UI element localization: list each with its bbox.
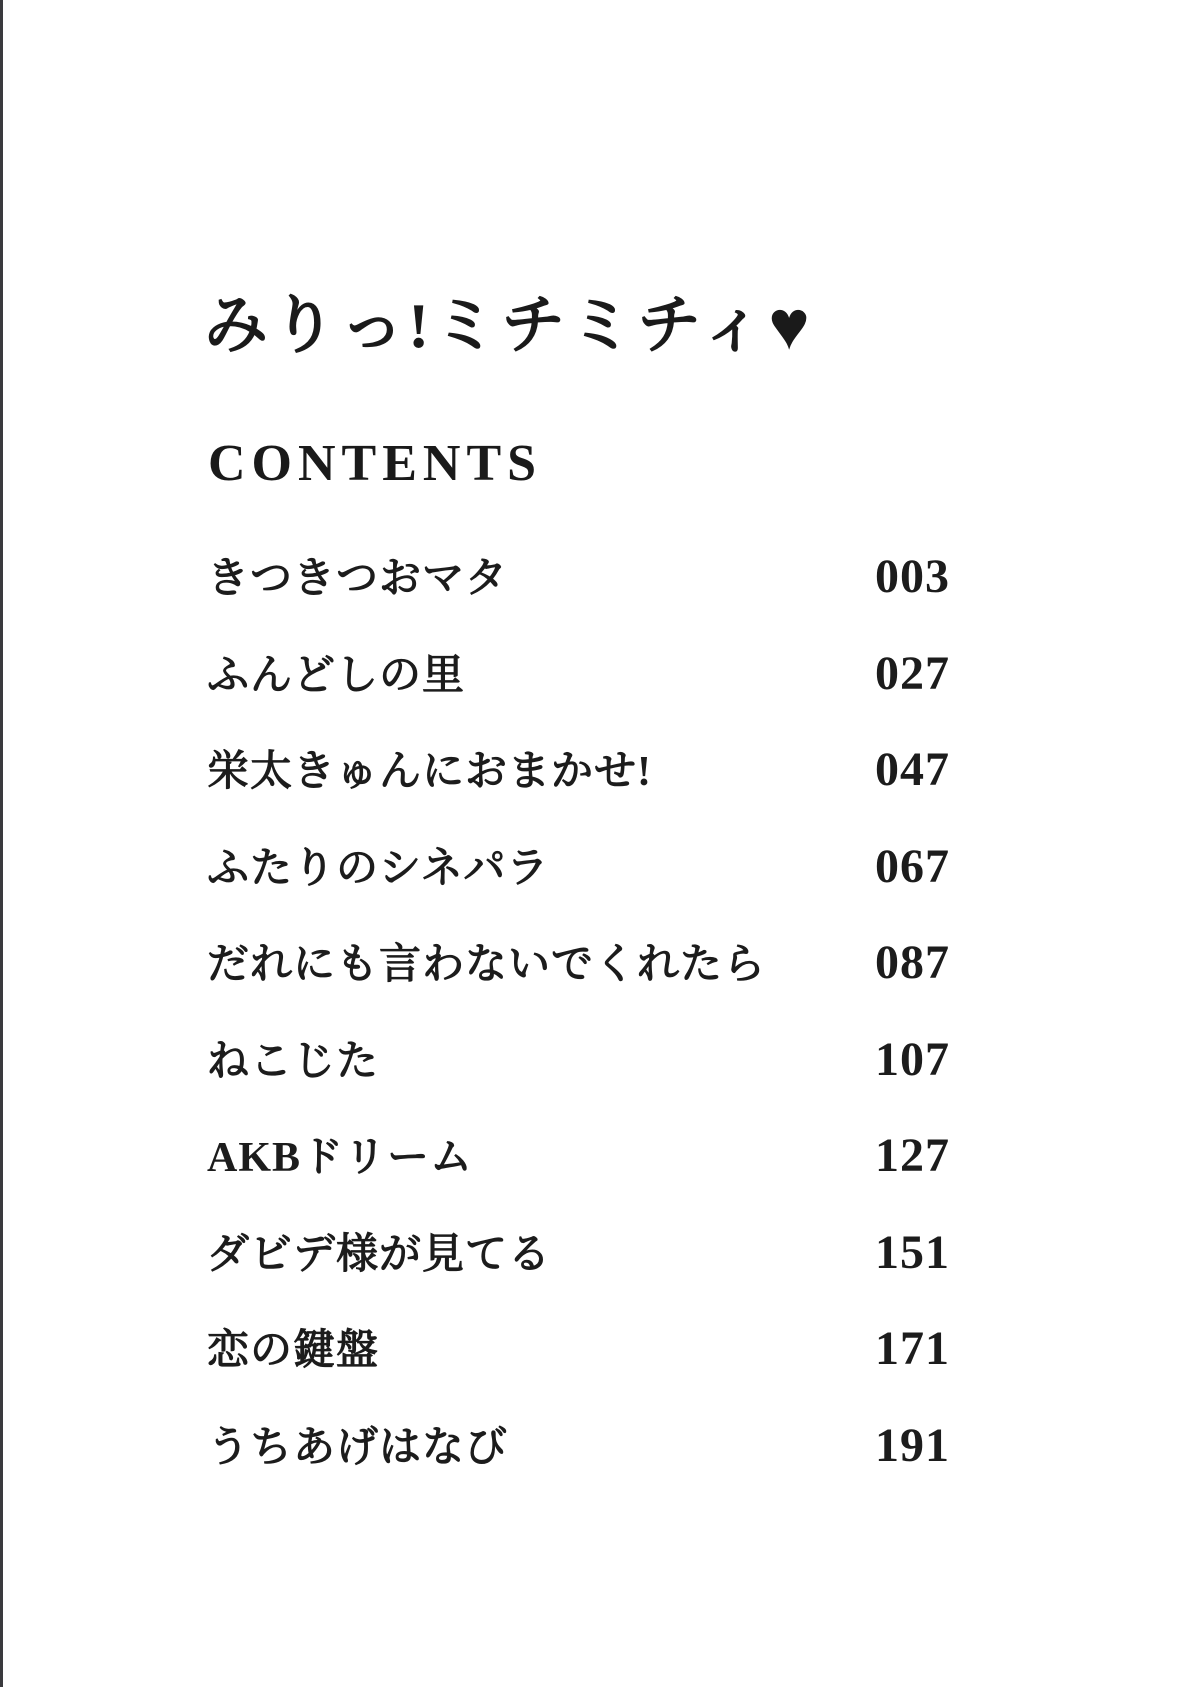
chapter-page-number: 027: [875, 647, 950, 700]
toc-row: [207, 936, 950, 989]
toc-row: [207, 1419, 950, 1472]
toc-row: [207, 1322, 950, 1375]
chapter-title: ねこじた: [207, 1039, 380, 1085]
chapter-page-number: 087: [875, 936, 950, 989]
chapter-page-number: 151: [875, 1226, 950, 1279]
chapter-page-number: 107: [875, 1033, 950, 1086]
chapter-title: AKBドリーム: [207, 1135, 474, 1181]
chapter-page-number: 127: [875, 1129, 950, 1182]
chapter-page-number: 067: [875, 840, 950, 893]
toc-row: [207, 1129, 950, 1182]
chapter-title: ふたりのシネパラ: [207, 846, 550, 892]
toc-row: [207, 743, 950, 796]
toc-row: [207, 1033, 950, 1086]
contents-heading: CONTENTS: [208, 435, 543, 492]
chapter-page-number: 191: [875, 1419, 950, 1472]
chapter-page-number: 171: [875, 1322, 950, 1375]
page-edge-line: [0, 0, 3, 1687]
chapter-title: ダビデ様が見てる: [207, 1232, 552, 1278]
chapter-title: だれにも言わないでくれたら: [207, 942, 767, 988]
heart-icon: ♥: [768, 288, 810, 365]
chapter-page-number: 003: [875, 550, 950, 603]
book-title-text: みりっ!ミチミチィ: [204, 290, 769, 361]
chapter-title: うちあげはなび: [207, 1425, 509, 1471]
toc-row: [207, 840, 950, 893]
toc-row: [207, 550, 950, 603]
chapter-title: ふんどしの里: [207, 653, 466, 699]
chapter-title: 恋の鍵盤: [207, 1328, 380, 1374]
book-title: [204, 288, 810, 365]
toc-row: [207, 647, 950, 700]
chapter-title: きつきつおマタ: [207, 556, 509, 602]
chapter-title: 栄太きゅんにおまかせ!: [207, 749, 652, 795]
toc-row: [207, 1226, 950, 1279]
chapter-page-number: 047: [875, 743, 950, 796]
